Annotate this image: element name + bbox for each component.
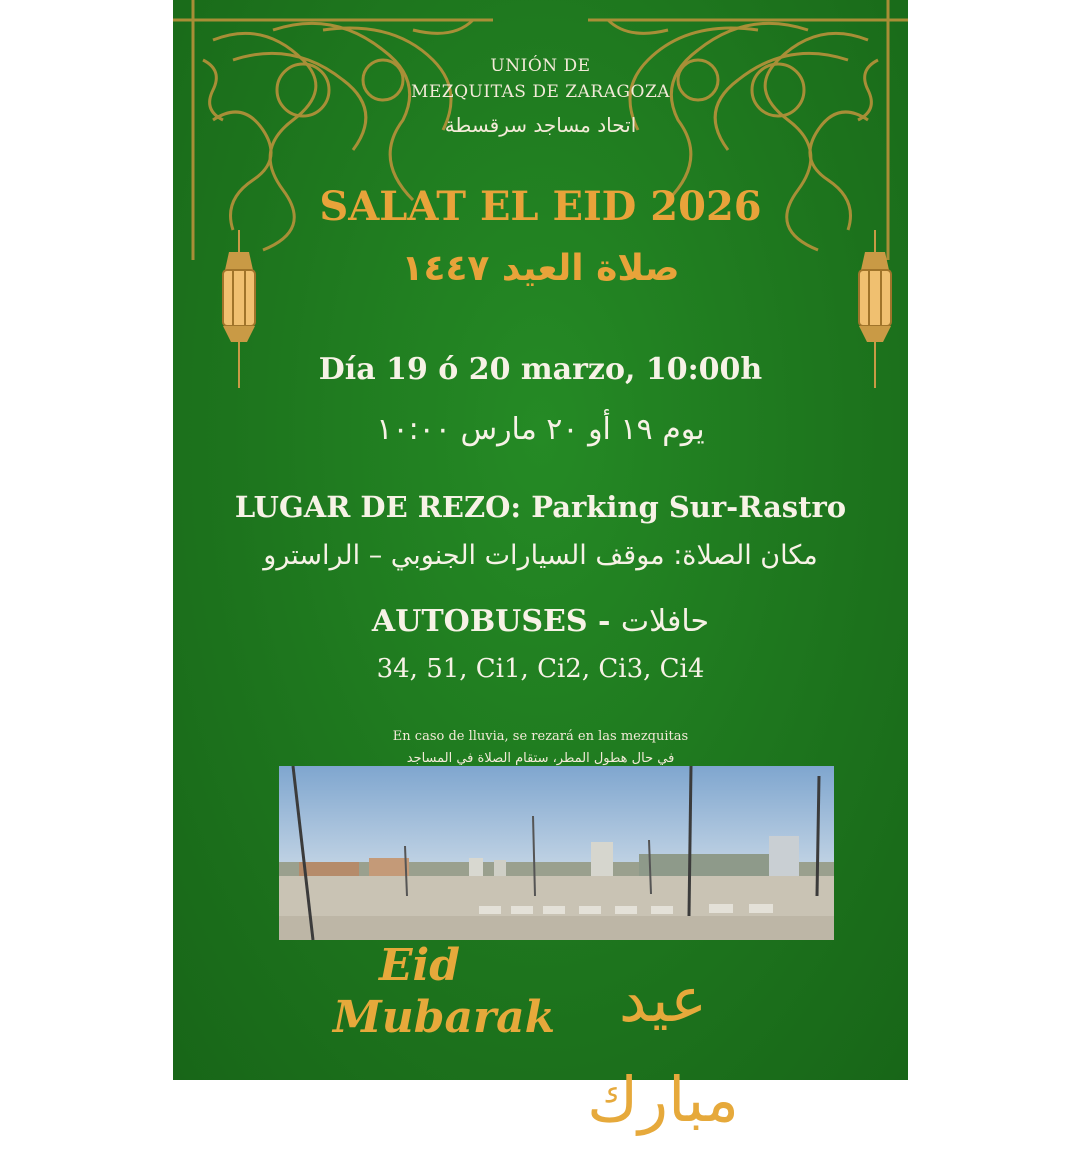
bus-lines: 34, 51, Ci1, Ci2, Ci3, Ci4: [376, 654, 705, 684]
bus-label: AUTOBUSES: [371, 604, 588, 639]
prayer-location: LUGAR DE REZO: Parking Sur-Rastro: [234, 490, 847, 524]
eid-word: Eid: [379, 940, 461, 991]
bus-separator: -: [587, 604, 621, 639]
organization-name-arabic: اتحاد مساجد سرقسطة: [444, 113, 637, 137]
rain-notice: En caso de lluvia, se rezará en las mezquitas: [392, 729, 689, 744]
event-title-arabic: صلاة العيد ١٤٤٧: [401, 248, 680, 289]
rain-notice-arabic: في حال هطول المطر، ستقام الصلاة في المساجد: [406, 751, 675, 766]
organization-name-line1: UNIÓN DE: [490, 56, 591, 76]
event-date-arabic: يوم ١٩ أو ٢٠ مارس ١٠:٠٠: [376, 412, 705, 447]
eid-mubarak-latin-calligraphy: [333, 940, 556, 1060]
parking-lot-photo: [279, 766, 834, 940]
prayer-location-arabic: مكان الصلاة: موقف السيارات الجنوبي – الراسترو: [263, 540, 818, 571]
eid-mubarak-arabic-calligraphy: عيد مبارك: [587, 963, 739, 1136]
organization-name-line2: MEZQUITAS DE ZARAGOZA: [410, 82, 671, 102]
bus-heading: [173, 604, 908, 639]
event-title: SALAT EL EID 2026: [319, 183, 762, 230]
event-date: Día 19 ó 20 marzo, 10:00h: [318, 352, 763, 387]
mubarak-word: Mubarak: [333, 992, 556, 1043]
bus-label-arabic: حافلات: [620, 604, 710, 639]
eid-poster: [173, 0, 908, 1136]
